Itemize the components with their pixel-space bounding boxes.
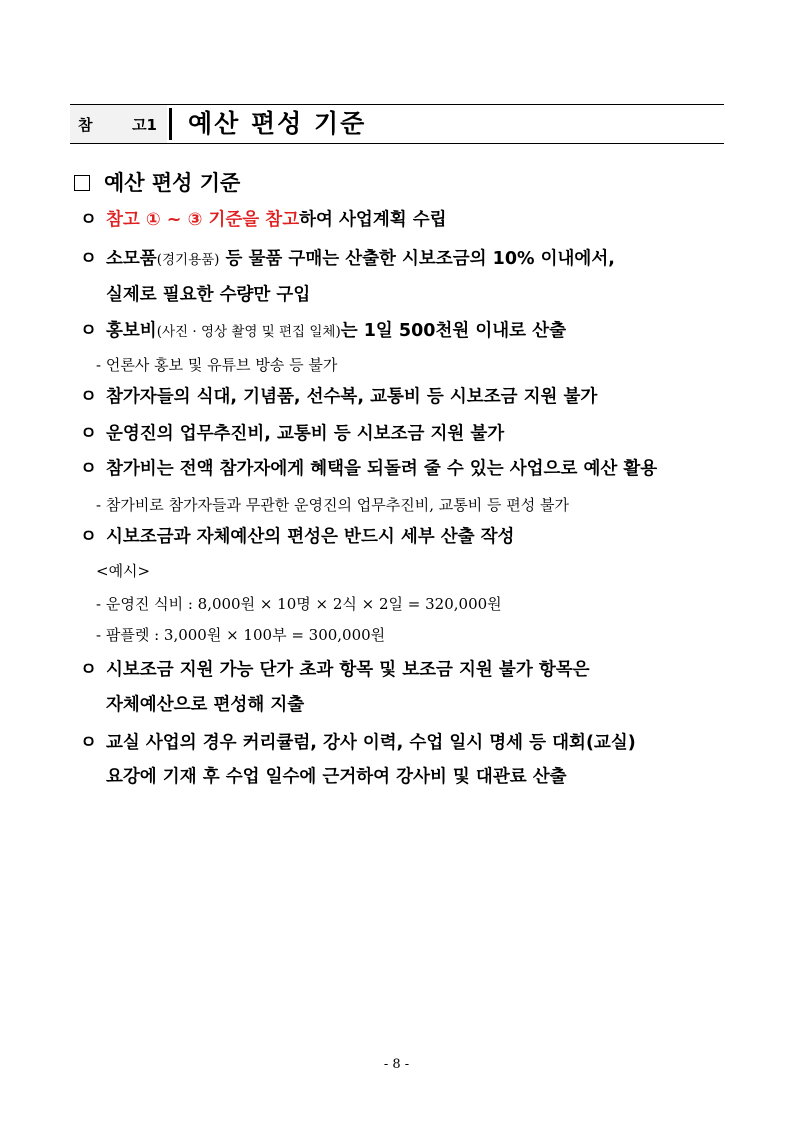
list-item-continuation: 실제로 필요한 수량만 구입: [106, 285, 311, 305]
bullet-text: 참가자들의 식대, 기념품, 선수복, 교통비 등 시보조금 지원 불가: [106, 387, 598, 407]
list-item: [80, 454, 657, 484]
list-item: [80, 316, 566, 347]
checkbox-icon: [74, 175, 90, 191]
bullet-icon: ㅇ: [80, 527, 97, 547]
bullet-text: 시보조금 지원 가능 단가 초과 항목 및 보조금 지원 불가 항목은: [106, 660, 590, 680]
header-divider: [169, 108, 172, 140]
header-label: [70, 105, 167, 143]
list-item: [80, 205, 447, 235]
bullet-icon: ㅇ: [80, 249, 97, 269]
list-item: [80, 419, 504, 449]
list-item: [80, 522, 514, 552]
bullet-icon: ㅇ: [80, 321, 97, 341]
header-top-rule: [70, 104, 724, 105]
list-item: [80, 728, 636, 758]
bullet-icon: ㅇ: [80, 387, 97, 407]
bullet-text: 하여 사업계획 수립: [299, 210, 447, 230]
bullet-lead: 홍보비: [106, 321, 157, 341]
bullet-text: 운영진의 업무추진비, 교통비 등 시보조금 지원 불가: [106, 424, 505, 444]
list-item: [80, 382, 597, 412]
bullet-text: 시보조금과 자체예산의 편성은 반드시 세부 산출 작성: [106, 527, 515, 547]
header-label-right: 고1: [132, 115, 157, 134]
bullet-icon: ㅇ: [80, 660, 97, 680]
emphasis-text: 참고 ① ~ ③ 기준을 참고: [106, 210, 300, 230]
bullet-text: 교실 사업의 경우 커리큘럼, 강사 이력, 수업 일시 명세 등 대회(교실): [106, 733, 636, 753]
list-item-continuation: 요강에 기재 후 수업 일수에 근거하여 강사비 및 대관료 산출: [106, 767, 567, 787]
bullet-text: 는 1일 500천원 이내로 산출: [340, 321, 566, 341]
list-item-continuation: 자체예산으로 편성해 지출: [106, 695, 305, 715]
list-item: [80, 655, 590, 685]
section-heading: [72, 168, 240, 198]
bullet-text: 참가비는 전액 참가자에게 혜택을 되돌려 줄 수 있는 사업으로 예산 활용: [106, 459, 658, 479]
bullet-icon: ㅇ: [80, 459, 97, 479]
sub-item: - 팜플렛 : 3,000원 × 100부 = 300,000원: [96, 626, 386, 644]
bullet-lead: 소모품: [106, 249, 157, 269]
bullet-icon: ㅇ: [80, 424, 97, 444]
page-number: - 8 -: [383, 1057, 410, 1072]
sub-item: - 운영진 식비 : 8,000원 × 10명 × 2식 × 2일 = 320,000원: [96, 595, 502, 613]
sub-item: - 언론사 홍보 및 유튜브 방송 등 불가: [96, 356, 338, 374]
page-title: 예산 편성 기준: [188, 109, 367, 138]
section-title: 예산 편성 기준: [104, 171, 241, 195]
header-label-left: 참: [78, 115, 93, 134]
bullet-paren: (사진 · 영상 촬영 및 편집 일체): [156, 324, 341, 340]
example-label: <예시>: [96, 562, 151, 580]
bullet-icon: ㅇ: [80, 210, 97, 230]
bullet-paren: (경기용품): [156, 252, 220, 268]
bullet-text: 등 물품 구매는 산출한 시보조금의 10% 이내에서,: [219, 249, 615, 269]
bullet-icon: ㅇ: [80, 733, 97, 753]
sub-item: - 참가비로 참가자들과 무관한 운영진의 업무추진비, 교통비 등 편성 불가: [96, 496, 569, 514]
list-item: [80, 244, 615, 275]
header-bottom-rule: [70, 143, 724, 144]
